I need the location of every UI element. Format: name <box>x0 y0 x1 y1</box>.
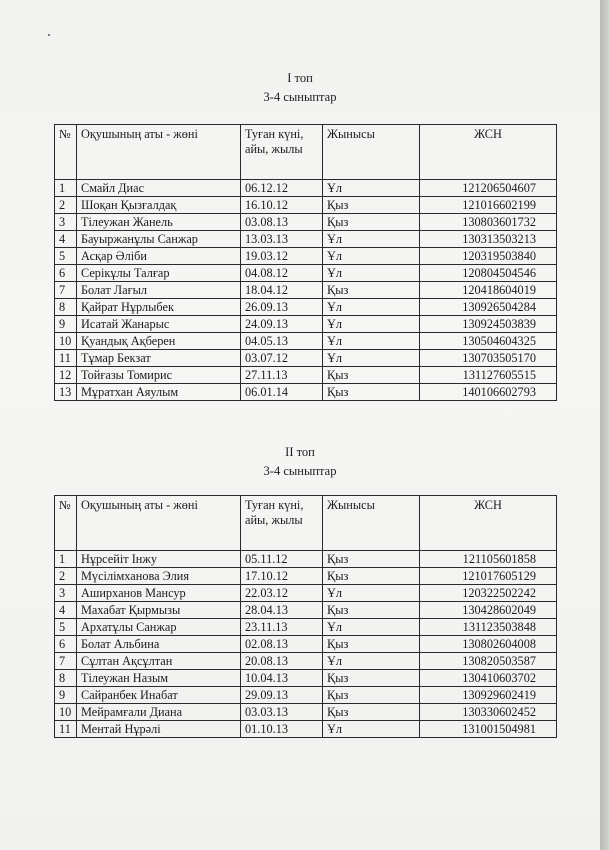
cell-name: Серікұлы Талғар <box>77 265 241 282</box>
group-2-table <box>54 495 557 738</box>
cell-birth: 13.03.13 <box>241 231 323 248</box>
column-header-name: Оқушының аты - жөні <box>77 125 241 180</box>
column-header-birth: Туған күні, айы, жылы <box>241 496 323 551</box>
cell-no: 12 <box>55 367 77 384</box>
cell-no: 10 <box>55 704 77 721</box>
column-header-birth: Туған күні, айы, жылы <box>241 125 323 180</box>
cell-jsn: 121105601858 <box>420 551 557 568</box>
cell-no: 11 <box>55 350 77 367</box>
cell-name: Мейрамғали Диана <box>77 704 241 721</box>
table-row <box>55 180 557 197</box>
cell-gender: Ұл <box>323 619 420 636</box>
cell-gender: Ұл <box>323 721 420 738</box>
cell-gender: Қыз <box>323 704 420 721</box>
cell-gender: Қыз <box>323 214 420 231</box>
cell-no: 9 <box>55 316 77 333</box>
cell-jsn: 130313503213 <box>420 231 557 248</box>
paper-speck <box>48 34 50 36</box>
cell-no: 7 <box>55 653 77 670</box>
cell-jsn: 130802604008 <box>420 636 557 653</box>
cell-birth: 05.11.12 <box>241 551 323 568</box>
cell-no: 5 <box>55 619 77 636</box>
cell-birth: 28.04.13 <box>241 602 323 619</box>
cell-no: 1 <box>55 551 77 568</box>
column-header-no: № <box>55 496 77 551</box>
cell-birth: 22.03.12 <box>241 585 323 602</box>
table-row <box>55 384 557 401</box>
group-2-rows <box>55 551 557 738</box>
cell-no: 2 <box>55 197 77 214</box>
cell-name: Тұмар Бекзат <box>77 350 241 367</box>
cell-gender: Ұл <box>323 231 420 248</box>
cell-name: Мұратхан Аяулым <box>77 384 241 401</box>
cell-birth: 10.04.13 <box>241 670 323 687</box>
cell-jsn: 131001504981 <box>420 721 557 738</box>
cell-name: Тілеужан Жанель <box>77 214 241 231</box>
column-header-no: № <box>55 125 77 180</box>
page-edge <box>600 0 610 850</box>
cell-birth: 03.03.13 <box>241 704 323 721</box>
cell-birth: 03.08.13 <box>241 214 323 231</box>
cell-no: 3 <box>55 585 77 602</box>
cell-birth: 24.09.13 <box>241 316 323 333</box>
group-1-table <box>54 124 557 401</box>
table-row <box>55 551 557 568</box>
cell-name: Аширханов Мансур <box>77 585 241 602</box>
cell-jsn: 130330602452 <box>420 704 557 721</box>
cell-birth: 19.03.12 <box>241 248 323 265</box>
cell-gender: Ұл <box>323 350 420 367</box>
cell-name: Болат Альбина <box>77 636 241 653</box>
cell-no: 6 <box>55 636 77 653</box>
cell-name: Архатұлы Санжар <box>77 619 241 636</box>
cell-jsn: 131123503848 <box>420 619 557 636</box>
cell-no: 8 <box>55 299 77 316</box>
table-header-row <box>55 125 557 180</box>
group-subtitle: 3-4 сыныптар <box>263 464 337 478</box>
cell-no: 4 <box>55 231 77 248</box>
cell-gender: Қыз <box>323 687 420 704</box>
table-row <box>55 704 557 721</box>
cell-gender: Қыз <box>323 197 420 214</box>
cell-jsn: 120418604019 <box>420 282 557 299</box>
cell-jsn: 121017605129 <box>420 568 557 585</box>
cell-gender: Қыз <box>323 602 420 619</box>
table-row <box>55 636 557 653</box>
cell-no: 11 <box>55 721 77 738</box>
cell-no: 13 <box>55 384 77 401</box>
cell-gender: Ұл <box>323 180 420 197</box>
cell-birth: 01.10.13 <box>241 721 323 738</box>
cell-no: 7 <box>55 282 77 299</box>
table-row <box>55 585 557 602</box>
cell-jsn: 130929602419 <box>420 687 557 704</box>
table-row <box>55 670 557 687</box>
cell-gender: Қыз <box>323 551 420 568</box>
group-1-rows <box>55 180 557 401</box>
table-row <box>55 299 557 316</box>
cell-jsn: 121206504607 <box>420 180 557 197</box>
cell-jsn: 130410603702 <box>420 670 557 687</box>
cell-birth: 20.08.13 <box>241 653 323 670</box>
cell-gender: Қыз <box>323 568 420 585</box>
cell-birth: 06.01.14 <box>241 384 323 401</box>
cell-birth: 17.10.12 <box>241 568 323 585</box>
column-header-jsn: ЖСН <box>420 496 557 551</box>
table-row <box>55 653 557 670</box>
cell-birth: 18.04.12 <box>241 282 323 299</box>
column-header-jsn: ЖСН <box>420 125 557 180</box>
cell-no: 5 <box>55 248 77 265</box>
cell-gender: Ұл <box>323 585 420 602</box>
column-header-gender: Жынысы <box>323 125 420 180</box>
table-row <box>55 316 557 333</box>
cell-birth: 04.05.13 <box>241 333 323 350</box>
cell-no: 4 <box>55 602 77 619</box>
group-title: II топ <box>285 445 315 459</box>
cell-gender: Қыз <box>323 384 420 401</box>
cell-name: Сайранбек Инабат <box>77 687 241 704</box>
table-row <box>55 367 557 384</box>
cell-jsn: 140106602793 <box>420 384 557 401</box>
cell-gender: Ұл <box>323 316 420 333</box>
table-row <box>55 687 557 704</box>
cell-name: Махабат Қырмызы <box>77 602 241 619</box>
cell-birth: 04.08.12 <box>241 265 323 282</box>
table-row <box>55 265 557 282</box>
cell-jsn: 130703505170 <box>420 350 557 367</box>
cell-birth: 02.08.13 <box>241 636 323 653</box>
cell-birth: 06.12.12 <box>241 180 323 197</box>
cell-birth: 03.07.12 <box>241 350 323 367</box>
cell-no: 2 <box>55 568 77 585</box>
cell-jsn: 130803601732 <box>420 214 557 231</box>
table-row <box>55 333 557 350</box>
table-row <box>55 619 557 636</box>
cell-gender: Ұл <box>323 653 420 670</box>
table-row <box>55 568 557 585</box>
cell-gender: Ұл <box>323 333 420 350</box>
cell-name: Асқар Әліби <box>77 248 241 265</box>
cell-name: Нұрсейіт Інжу <box>77 551 241 568</box>
table-row <box>55 231 557 248</box>
cell-jsn: 120319503840 <box>420 248 557 265</box>
cell-name: Тілеужан Назым <box>77 670 241 687</box>
cell-birth: 29.09.13 <box>241 687 323 704</box>
group-title: I топ <box>287 71 313 85</box>
cell-name: Мүсілімханова Элия <box>77 568 241 585</box>
cell-birth: 16.10.12 <box>241 197 323 214</box>
cell-jsn: 130428602049 <box>420 602 557 619</box>
cell-name: Ментай Нұрәлі <box>77 721 241 738</box>
cell-jsn: 130820503587 <box>420 653 557 670</box>
cell-gender: Қыз <box>323 636 420 653</box>
cell-no: 9 <box>55 687 77 704</box>
cell-jsn: 130926504284 <box>420 299 557 316</box>
cell-gender: Ұл <box>323 248 420 265</box>
group-subtitle: 3-4 сыныптар <box>263 90 337 104</box>
cell-no: 6 <box>55 265 77 282</box>
cell-gender: Ұл <box>323 265 420 282</box>
cell-birth: 26.09.13 <box>241 299 323 316</box>
cell-name: Қуандық Ақберен <box>77 333 241 350</box>
cell-no: 8 <box>55 670 77 687</box>
cell-name: Тойғазы Томирис <box>77 367 241 384</box>
group-1-heading <box>0 69 600 107</box>
cell-jsn: 131127605515 <box>420 367 557 384</box>
table-row <box>55 350 557 367</box>
cell-jsn: 130504604325 <box>420 333 557 350</box>
table-row <box>55 282 557 299</box>
cell-jsn: 120804504546 <box>420 265 557 282</box>
cell-gender: Ұл <box>323 299 420 316</box>
group-2-heading <box>0 443 600 481</box>
table-row <box>55 197 557 214</box>
cell-name: Болат Лағыл <box>77 282 241 299</box>
cell-gender: Қыз <box>323 282 420 299</box>
table-row <box>55 248 557 265</box>
cell-gender: Қыз <box>323 670 420 687</box>
cell-no: 10 <box>55 333 77 350</box>
table-header-row <box>55 496 557 551</box>
cell-name: Смайл Диас <box>77 180 241 197</box>
table-row <box>55 602 557 619</box>
cell-jsn: 120322502242 <box>420 585 557 602</box>
cell-name: Исатай Жанарыс <box>77 316 241 333</box>
table-row <box>55 214 557 231</box>
cell-name: Бауыржанұлы Санжар <box>77 231 241 248</box>
cell-no: 3 <box>55 214 77 231</box>
cell-name: Қайрат Нұрлыбек <box>77 299 241 316</box>
cell-birth: 23.11.13 <box>241 619 323 636</box>
cell-birth: 27.11.13 <box>241 367 323 384</box>
cell-name: Шоқан Қызғалдақ <box>77 197 241 214</box>
cell-jsn: 130924503839 <box>420 316 557 333</box>
column-header-gender: Жынысы <box>323 496 420 551</box>
cell-jsn: 121016602199 <box>420 197 557 214</box>
column-header-name: Оқушының аты - жөні <box>77 496 241 551</box>
cell-gender: Қыз <box>323 367 420 384</box>
cell-name: Сұлтан Ақсұлтан <box>77 653 241 670</box>
table-row <box>55 721 557 738</box>
cell-no: 1 <box>55 180 77 197</box>
